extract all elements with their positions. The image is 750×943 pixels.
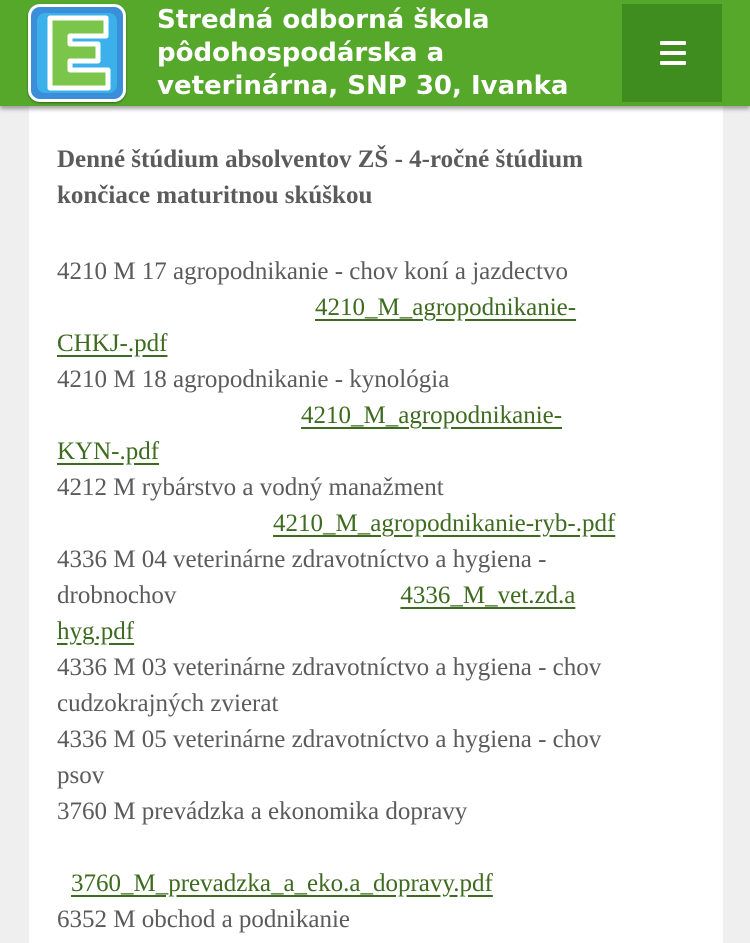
- program-title: 4336 M 05 veterinárne zdravotníctvo a hygiena - chov: [57, 726, 602, 753]
- menu-bar-bottom: [660, 61, 686, 65]
- program-item-line: [57, 866, 697, 902]
- program-title-continued: drobnochov: [57, 582, 177, 609]
- program-item-line: [57, 902, 697, 938]
- program-item-line: [57, 290, 697, 326]
- page-heading: [57, 142, 697, 214]
- program-item-line: [57, 470, 697, 506]
- pdf-link[interactable]: 4210_M_agropodnikanie-: [301, 402, 563, 429]
- program-item-line: [57, 326, 697, 362]
- program-item-line: [57, 506, 697, 542]
- program-item-line: [57, 650, 697, 686]
- program-item-line: [57, 542, 697, 578]
- pdf-link[interactable]: 4336_M_vet.zd.a: [400, 582, 576, 609]
- edupage-e-logo-icon[interactable]: [28, 4, 126, 102]
- pdf-link[interactable]: KYN-.pdf: [57, 438, 160, 465]
- pdf-link[interactable]: 4210_M_agropodnikanie-ryb-.pdf: [273, 510, 616, 537]
- app-header: [0, 0, 750, 106]
- program-item-line: [57, 794, 697, 830]
- heading-line-1: Denné štúdium absolventov ZŠ - 4-ročné štúdium: [57, 146, 584, 173]
- program-item-line: [57, 398, 697, 434]
- program-item-line: [57, 614, 697, 650]
- program-title: 4212 M rybárstvo a vodný manažment: [57, 474, 444, 501]
- program-item-line: [57, 722, 697, 758]
- program-item-line: [57, 434, 697, 470]
- logo-letter-e: [28, 4, 126, 102]
- program-title-continued: cudzokrajných zvierat: [57, 690, 279, 717]
- program-title: 4210 M 17 agropodnikanie - chov koní a jazdectvo: [57, 258, 568, 285]
- school-name-line-1: Stredná odborná škola: [157, 5, 490, 35]
- hamburger-menu-icon[interactable]: [622, 4, 722, 102]
- pdf-link[interactable]: 4210_M_agropodnikanie-: [315, 294, 577, 321]
- school-name-line-3: veterinárna, SNP 30, Ivanka: [157, 71, 569, 101]
- program-item-line: [57, 578, 697, 614]
- program-item-spacer: [57, 830, 697, 866]
- menu-bar-top: [660, 41, 686, 45]
- pdf-link[interactable]: hyg.pdf: [57, 618, 135, 645]
- program-title: 6352 M obchod a podnikanie: [57, 906, 351, 933]
- pdf-link[interactable]: 3760_M_prevadzka_a_eko.a_dopravy.pdf: [71, 870, 493, 897]
- program-item-line: [57, 758, 697, 794]
- program-title: 3760 M prevádzka a ekonomika dopravy: [57, 798, 468, 825]
- program-title-continued: psov: [57, 762, 105, 789]
- heading-line-2: končiace maturitnou skúškou: [57, 182, 373, 209]
- program-title: 4210 M 18 agropodnikanie - kynológia: [57, 366, 450, 393]
- program-item-line: [57, 362, 697, 398]
- school-name-line-2: pôdohospodárska a: [157, 38, 445, 68]
- program-title: 4336 M 04 veterinárne zdravotníctvo a hygiena -: [57, 546, 547, 573]
- pdf-link[interactable]: CHKJ-.pdf: [57, 330, 168, 357]
- main-content: [29, 100, 723, 943]
- program-item-line: [57, 254, 697, 290]
- program-list: [57, 254, 697, 938]
- program-title: 4336 M 03 veterinárne zdravotníctvo a hygiena - chov: [57, 654, 602, 681]
- menu-bar-middle: [660, 51, 686, 55]
- school-name[interactable]: [157, 4, 607, 103]
- program-item-line: [57, 686, 697, 722]
